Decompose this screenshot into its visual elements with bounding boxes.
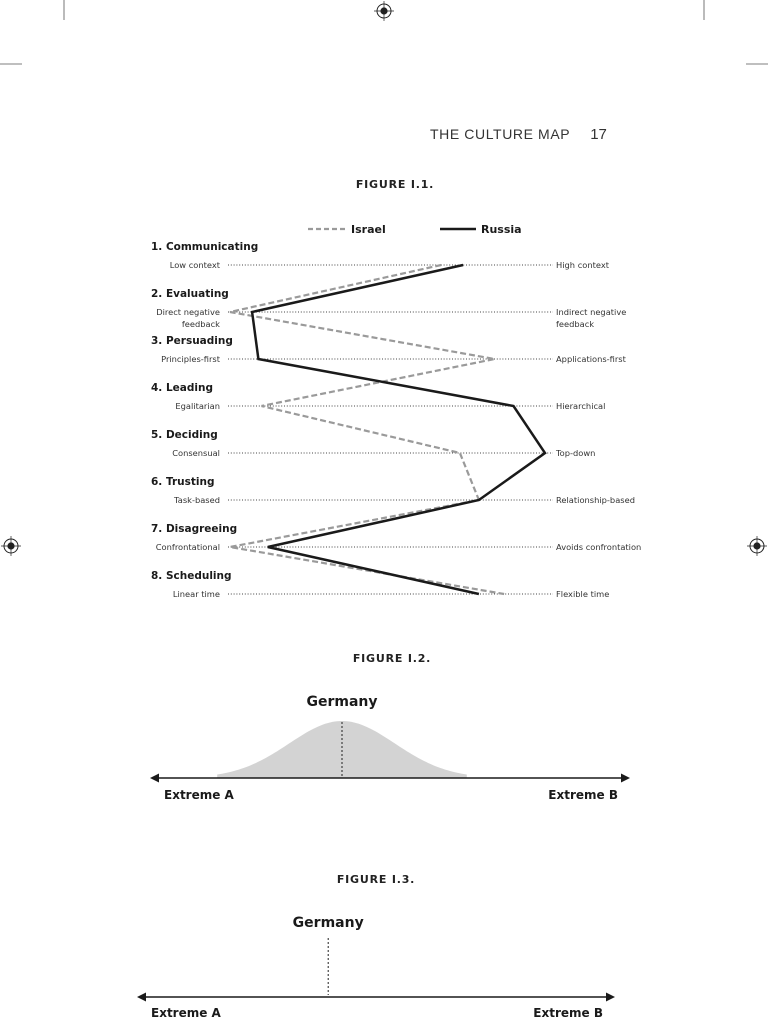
dimension-title: 8. Scheduling bbox=[151, 570, 232, 582]
scale-left-label: Low context bbox=[169, 260, 220, 270]
dimension-row bbox=[151, 241, 610, 270]
scale-right-label: feedback bbox=[556, 319, 595, 329]
axis-arrow-left bbox=[137, 993, 146, 1002]
axis-left-label: Extreme A bbox=[151, 1006, 221, 1020]
dimension-row bbox=[151, 570, 609, 599]
scale-right-label: Hierarchical bbox=[556, 401, 606, 411]
book-title: THE CULTURE MAP bbox=[430, 126, 571, 142]
scale-left-label: Consensual bbox=[172, 448, 220, 458]
axis-arrow-right bbox=[606, 993, 615, 1002]
scale-left-label: Direct negative bbox=[156, 307, 220, 317]
series-line-israel bbox=[230, 265, 504, 594]
running-head bbox=[430, 126, 607, 143]
axis-right-label: Extreme B bbox=[548, 788, 618, 802]
figure-3-caption: FIGURE I.3. bbox=[336, 873, 416, 886]
dimension-title: 1. Communicating bbox=[151, 241, 259, 253]
dimension-title: 2. Evaluating bbox=[151, 288, 229, 300]
distribution-curve bbox=[217, 721, 467, 778]
axis-right-label: Extreme B bbox=[533, 1006, 603, 1020]
scale-left-label: feedback bbox=[181, 319, 220, 329]
scale-left-label: Confrontational bbox=[155, 542, 220, 552]
scale-left-label: Task-based bbox=[174, 495, 220, 505]
figure-2-chart bbox=[0, 680, 768, 810]
scale-right-label: High context bbox=[556, 260, 609, 270]
scale-right-label: Applications-first bbox=[556, 354, 626, 364]
chart-legend bbox=[308, 223, 522, 236]
legend-label-israel: Israel bbox=[351, 223, 386, 236]
scale-right-label: Relationship-based bbox=[556, 495, 635, 505]
figure-2-caption: FIGURE I.2. bbox=[352, 652, 432, 665]
scale-left-label: Egalitarian bbox=[175, 401, 220, 411]
page-number: 17 bbox=[590, 126, 607, 143]
axis-arrow-left bbox=[150, 774, 159, 783]
legend-label-russia: Russia bbox=[481, 223, 522, 236]
dimension-title: 3. Persuading bbox=[151, 335, 233, 347]
figure-1-caption: FIGURE I.1. bbox=[355, 178, 435, 191]
registration-mark-top bbox=[374, 1, 394, 21]
annotation-germany: Germany bbox=[306, 694, 378, 710]
figure-1-chart bbox=[0, 210, 768, 610]
scale-left-label: Linear time bbox=[172, 589, 220, 599]
dimension-title: 6. Trusting bbox=[151, 476, 215, 488]
figure-3-chart bbox=[0, 900, 768, 1024]
axis-arrow-right bbox=[621, 774, 630, 783]
dimension-row bbox=[151, 523, 641, 552]
scale-right-label: Flexible time bbox=[556, 589, 610, 599]
annotation-germany: Germany bbox=[292, 915, 364, 931]
dimension-row bbox=[151, 335, 627, 364]
dimension-title: 4. Leading bbox=[151, 382, 213, 394]
axis-left-label: Extreme A bbox=[164, 788, 234, 802]
scale-right-label: Indirect negative bbox=[556, 307, 627, 317]
dimension-row bbox=[151, 288, 626, 329]
dimension-row bbox=[151, 476, 635, 505]
dimension-title: 7. Disagreeing bbox=[151, 523, 238, 535]
series-line-russia bbox=[252, 265, 545, 594]
scale-left-label: Principles-first bbox=[161, 354, 220, 364]
dimension-title: 5. Deciding bbox=[151, 429, 218, 441]
scale-right-label: Avoids confrontation bbox=[556, 542, 642, 552]
scale-right-label: Top-down bbox=[556, 448, 596, 458]
dimension-row bbox=[151, 382, 605, 411]
